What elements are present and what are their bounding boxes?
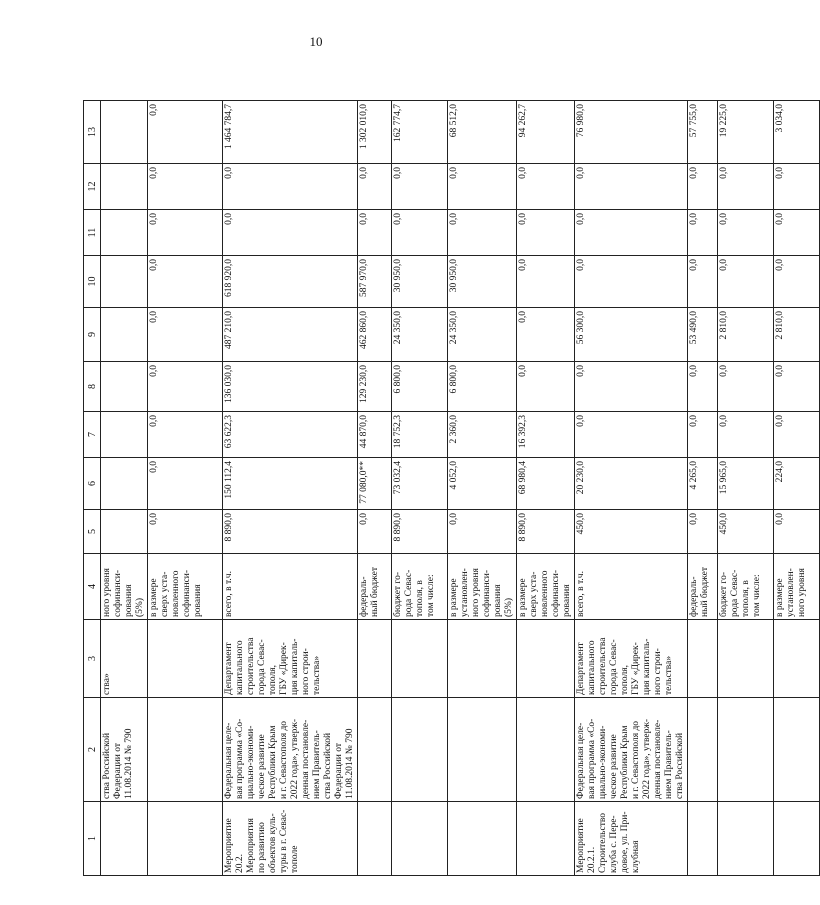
value-cell: 0,0 bbox=[575, 256, 688, 308]
value-cell: 77 080,0** bbox=[358, 458, 392, 510]
value-cell: 16 392,3 bbox=[517, 412, 575, 458]
value-cell: 0,0 bbox=[774, 256, 820, 308]
table-row bbox=[448, 101, 517, 876]
header-cell: 3 bbox=[84, 620, 101, 698]
value-cell: 0,0 bbox=[223, 210, 358, 256]
value-cell: 57 755,0 bbox=[688, 101, 718, 164]
value-cell: 2 810,0 bbox=[774, 308, 820, 362]
budget-table bbox=[83, 100, 820, 876]
value-cell: 0,0 bbox=[223, 164, 358, 210]
value-cell: 1 302 010,0 bbox=[358, 101, 392, 164]
table-row bbox=[101, 101, 148, 876]
rotated-table bbox=[83, 101, 807, 876]
header-cell: 4 bbox=[84, 554, 101, 620]
text-cell: Федеральная целе- вая программа «Со- циально-экономи- ческое развитие Республики Крым и г. Севастополя до 2022 года», утверж- денная постановле- нием Правитель- ства Российской Федерации от 11.08.2014 № 790 bbox=[223, 698, 358, 802]
text-cell: Мероприятие 20.2. Мероприятия по развитию объектов куль- туры в г. Севас- тополе bbox=[223, 802, 358, 876]
header-cell: 6 bbox=[84, 458, 101, 510]
text-cell bbox=[517, 698, 575, 802]
value-cell: 1 464 784,7 bbox=[223, 101, 358, 164]
value-cell: 0,0 bbox=[688, 412, 718, 458]
text-cell bbox=[688, 698, 718, 802]
text-cell bbox=[718, 620, 774, 698]
value-cell: 587 970,0 bbox=[358, 256, 392, 308]
value-cell: 30 950,0 bbox=[448, 256, 517, 308]
value-cell: 0,0 bbox=[575, 412, 688, 458]
text-cell: в размере сверх уста- новленного софинанси- рования bbox=[517, 554, 575, 620]
text-cell bbox=[718, 698, 774, 802]
value-cell: 44 870,0 bbox=[358, 412, 392, 458]
text-cell bbox=[392, 698, 448, 802]
table-header-row bbox=[84, 101, 101, 876]
value-cell: 53 490,0 bbox=[688, 308, 718, 362]
value-cell: 450,0 bbox=[718, 510, 774, 554]
header-cell: 2 bbox=[84, 698, 101, 802]
table-row bbox=[774, 101, 820, 876]
value-cell bbox=[101, 164, 148, 210]
value-cell: 0,0 bbox=[718, 164, 774, 210]
value-cell: 0,0 bbox=[148, 256, 223, 308]
header-cell: 9 bbox=[84, 308, 101, 362]
value-cell: 0,0 bbox=[688, 164, 718, 210]
value-cell: 19 225,0 bbox=[718, 101, 774, 164]
text-cell bbox=[148, 620, 223, 698]
value-cell: 0,0 bbox=[148, 210, 223, 256]
table-row bbox=[223, 101, 358, 876]
value-cell: 0,0 bbox=[392, 210, 448, 256]
value-cell: 8 890,0 bbox=[223, 510, 358, 554]
value-cell: 2 810,0 bbox=[718, 308, 774, 362]
value-cell: 0,0 bbox=[448, 510, 517, 554]
text-cell bbox=[448, 698, 517, 802]
header-cell: 8 bbox=[84, 362, 101, 412]
value-cell bbox=[101, 210, 148, 256]
value-cell: 24 350,0 bbox=[448, 308, 517, 362]
value-cell: 73 032,4 bbox=[392, 458, 448, 510]
value-cell: 56 300,0 bbox=[575, 308, 688, 362]
value-cell: 0,0 bbox=[575, 164, 688, 210]
value-cell: 0,0 bbox=[774, 164, 820, 210]
value-cell: 4 052,0 bbox=[448, 458, 517, 510]
table-row bbox=[688, 101, 718, 876]
text-cell: ного уровня софинанси- рования (5%) bbox=[101, 554, 148, 620]
value-cell: 136 030,0 bbox=[223, 362, 358, 412]
text-cell: всего, в т.ч. bbox=[223, 554, 358, 620]
value-cell: 24 350,0 bbox=[392, 308, 448, 362]
text-cell bbox=[148, 698, 223, 802]
text-cell bbox=[392, 620, 448, 698]
value-cell: 0,0 bbox=[718, 362, 774, 412]
value-cell: 18 752,3 bbox=[392, 412, 448, 458]
text-cell bbox=[774, 620, 820, 698]
value-cell: 0,0 bbox=[688, 210, 718, 256]
value-cell: 6 800,0 bbox=[448, 362, 517, 412]
text-cell bbox=[517, 620, 575, 698]
value-cell bbox=[101, 458, 148, 510]
text-cell bbox=[774, 698, 820, 802]
value-cell: 0,0 bbox=[392, 164, 448, 210]
value-cell: 8 890,0 bbox=[517, 510, 575, 554]
value-cell: 3 034,0 bbox=[774, 101, 820, 164]
text-cell bbox=[774, 802, 820, 876]
header-cell: 11 bbox=[84, 210, 101, 256]
value-cell: 129 230,0 bbox=[358, 362, 392, 412]
value-cell: 487 210,0 bbox=[223, 308, 358, 362]
text-cell bbox=[448, 620, 517, 698]
text-cell: в размере установлен- ного уровня bbox=[774, 554, 820, 620]
value-cell: 0,0 bbox=[575, 362, 688, 412]
value-cell bbox=[101, 362, 148, 412]
text-cell: ства» bbox=[101, 620, 148, 698]
value-cell: 15 965,0 bbox=[718, 458, 774, 510]
value-cell: 162 774,7 bbox=[392, 101, 448, 164]
value-cell: 0,0 bbox=[718, 210, 774, 256]
text-cell bbox=[101, 802, 148, 876]
value-cell: 0,0 bbox=[148, 362, 223, 412]
value-cell: 462 860,0 bbox=[358, 308, 392, 362]
text-cell bbox=[688, 802, 718, 876]
value-cell: 0,0 bbox=[517, 164, 575, 210]
text-cell: Мероприятие 20.2.1. Строительство клуба с. Пере- довое, ул. При- клубная bbox=[575, 802, 688, 876]
text-cell bbox=[358, 698, 392, 802]
value-cell: 0,0 bbox=[688, 256, 718, 308]
text-cell: Департамент капитального строительства города Севас- тополя, ГБУ «Дирек- ция капиталь- ного строи- тельства» bbox=[575, 620, 688, 698]
header-cell: 7 bbox=[84, 412, 101, 458]
text-cell bbox=[448, 802, 517, 876]
header-cell: 1 bbox=[84, 802, 101, 876]
value-cell: 0,0 bbox=[358, 164, 392, 210]
value-cell: 150 112,4 bbox=[223, 458, 358, 510]
text-cell: федераль- ный бюджет bbox=[688, 554, 718, 620]
value-cell: 0,0 bbox=[517, 210, 575, 256]
value-cell bbox=[101, 256, 148, 308]
value-cell: 0,0 bbox=[448, 164, 517, 210]
value-cell: 0,0 bbox=[358, 510, 392, 554]
table-row bbox=[358, 101, 392, 876]
table-row bbox=[718, 101, 774, 876]
value-cell: 30 950,0 bbox=[392, 256, 448, 308]
value-cell bbox=[101, 510, 148, 554]
table-row bbox=[148, 101, 223, 876]
value-cell bbox=[101, 101, 148, 164]
value-cell: 2 360,0 bbox=[448, 412, 517, 458]
header-cell: 5 bbox=[84, 510, 101, 554]
value-cell: 0,0 bbox=[774, 362, 820, 412]
text-cell bbox=[392, 802, 448, 876]
table-row bbox=[517, 101, 575, 876]
value-cell: 0,0 bbox=[718, 412, 774, 458]
value-cell: 68 980,4 bbox=[517, 458, 575, 510]
header-cell: 10 bbox=[84, 256, 101, 308]
text-cell bbox=[358, 620, 392, 698]
value-cell: 0,0 bbox=[517, 308, 575, 362]
text-cell bbox=[688, 620, 718, 698]
value-cell: 0,0 bbox=[718, 256, 774, 308]
value-cell: 0,0 bbox=[148, 101, 223, 164]
text-cell bbox=[517, 802, 575, 876]
value-cell: 0,0 bbox=[688, 510, 718, 554]
value-cell: 0,0 bbox=[774, 510, 820, 554]
value-cell: 618 920,0 bbox=[223, 256, 358, 308]
text-cell: Федеральная целе- вая программа «Со- циально-экономи- ческое развитие Республики Крым и г. Севастополя до 2022 года», утверж- денная постановле- нием Правитель- ства Российской bbox=[575, 698, 688, 802]
text-cell: бюджет го- рода Севас- тополя, в том числе: bbox=[718, 554, 774, 620]
value-cell: 63 622,3 bbox=[223, 412, 358, 458]
value-cell bbox=[101, 308, 148, 362]
text-cell bbox=[148, 802, 223, 876]
value-cell bbox=[101, 412, 148, 458]
page-number: 10 bbox=[309, 34, 323, 49]
value-cell: 0,0 bbox=[575, 210, 688, 256]
value-cell: 450,0 bbox=[575, 510, 688, 554]
value-cell: 8 890,0 bbox=[392, 510, 448, 554]
table-row bbox=[575, 101, 688, 876]
text-cell: всего, в т.ч. bbox=[575, 554, 688, 620]
text-cell: бюджет го- рода Севас- тополя, в том числе: bbox=[392, 554, 448, 620]
value-cell: 4 265,0 bbox=[688, 458, 718, 510]
header-cell: 13 bbox=[84, 101, 101, 164]
text-cell bbox=[718, 802, 774, 876]
value-cell: 20 230,0 bbox=[575, 458, 688, 510]
value-cell: 224,0 bbox=[774, 458, 820, 510]
value-cell: 68 512,0 bbox=[448, 101, 517, 164]
text-cell: федераль- ный бюджет bbox=[358, 554, 392, 620]
text-cell bbox=[358, 802, 392, 876]
value-cell: 6 800,0 bbox=[392, 362, 448, 412]
value-cell: 0,0 bbox=[517, 256, 575, 308]
value-cell: 76 980,0 bbox=[575, 101, 688, 164]
value-cell: 0,0 bbox=[148, 164, 223, 210]
text-cell: в размере сверх уста- новленного софинанси- рования bbox=[148, 554, 223, 620]
value-cell: 0,0 bbox=[148, 510, 223, 554]
value-cell: 0,0 bbox=[148, 458, 223, 510]
value-cell: 94 262,7 bbox=[517, 101, 575, 164]
value-cell: 0,0 bbox=[774, 412, 820, 458]
value-cell: 0,0 bbox=[688, 362, 718, 412]
value-cell: 0,0 bbox=[448, 210, 517, 256]
rotated-table-holder bbox=[83, 101, 807, 876]
value-cell: 0,0 bbox=[148, 412, 223, 458]
value-cell: 0,0 bbox=[148, 308, 223, 362]
value-cell: 0,0 bbox=[517, 362, 575, 412]
text-cell: ства Российской Федерации от 11.08.2014 № 790 bbox=[101, 698, 148, 802]
value-cell: 0,0 bbox=[774, 210, 820, 256]
table-row bbox=[392, 101, 448, 876]
value-cell: 0,0 bbox=[358, 210, 392, 256]
header-cell: 12 bbox=[84, 164, 101, 210]
text-cell: Департамент капитального строительства города Севас- тополя, ГБУ «Дирек- ция капиталь- ного строи- тельства» bbox=[223, 620, 358, 698]
text-cell: в размере установлен- ного уровня софинанси- рования (5%) bbox=[448, 554, 517, 620]
